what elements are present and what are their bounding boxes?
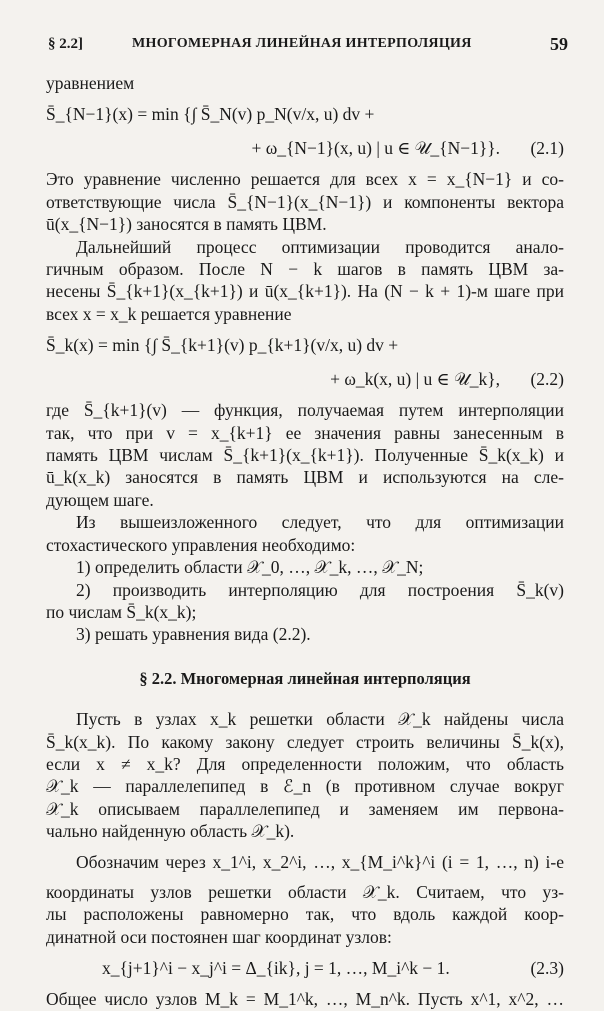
text-line: чально найденную область 𝒳_k). <box>46 821 295 842</box>
text-line: дующем шаге. <box>46 489 154 510</box>
equation-2-2-line-1 <box>46 331 564 359</box>
equation-text: + ω_k(x, u) | u ∈ 𝒰_k}, <box>330 369 500 390</box>
equation-2-3 <box>46 954 564 982</box>
list-item: 1) определить области 𝒳_0, …, 𝒳_k, …, 𝒳_N; <box>76 557 424 578</box>
text-line: Общее число узлов M_k = M_1^k, …, M_n^k. Пусть x^1, x^2, … <box>46 989 564 1010</box>
equation-number: (2.2) <box>530 369 564 390</box>
equation-2-2-line-2 <box>46 365 564 393</box>
page-number: 59 <box>550 34 568 54</box>
equation-number: (2.3) <box>530 958 564 979</box>
text-line: Обозначим через x_1^i, x_2^i, …, x_{M_i^k}^i (i = 1, …, n) i-е <box>76 851 564 872</box>
equation-number: (2.1) <box>530 138 564 159</box>
text-line: всех x = x_k решается уравнение <box>46 303 292 324</box>
text-line: координаты узлов решетки области 𝒳_k. Считаем, что уз- <box>46 881 564 902</box>
text-line: лы расположены равномерно так, что вдоль каждой коор- <box>46 904 564 925</box>
page-body <box>46 72 564 1011</box>
text-line: ответствующие числа S̄_{N−1}(x_{N−1}) и компоненты вектора <box>46 191 564 212</box>
text-line: Дальнейший процесс оптимизации проводится анало- <box>76 236 564 257</box>
equation-2-1-line-1 <box>46 100 564 128</box>
text-line: ū(x_{N−1}) заносятся в память ЦВМ. <box>46 214 327 235</box>
equation-text: + ω_{N−1}(x, u) | u ∈ 𝒰_{N−1}}. <box>251 138 500 159</box>
text-line: Это уравнение численно решается для всех x = x_{N−1} и со- <box>46 169 564 190</box>
equation-text: S̄_{N−1}(x) = min {∫ S̄_N(v) p_N(v/x, u) dv + <box>46 104 375 125</box>
text-line: 𝒳_k описываем параллелепипед и заменяем им первона- <box>46 798 564 819</box>
text-line: несены S̄_{k+1}(x_{k+1}) и ū(x_{k+1}). На (N − k + 1)-м шаге при <box>46 281 564 302</box>
text-line: S̄_k(x_k). По какому закону следует строить величины S̄_k(x), <box>46 731 564 752</box>
text-line: гичным образом. После N − k шагов в память ЦВМ за- <box>46 259 564 280</box>
text-line: если x ≠ x_k? Для определенности положим, что область <box>46 753 564 774</box>
text-line: по числам S̄_k(x_k); <box>46 601 197 622</box>
equation-2-1-line-2 <box>46 134 564 162</box>
running-head-title: МНОГОМЕРНАЯ ЛИНЕЙНАЯ ИНТЕРПОЛЯЦИЯ <box>132 36 472 51</box>
text-line: где S̄_{k+1}(v) — функция, получаемая путем интерполяции <box>46 400 564 421</box>
text-line: так, что при v = x_{k+1} ее значения равны занесенным в <box>46 422 564 443</box>
equation-text: x_{j+1}^i − x_j^i = Δ_{ik}, j = 1, …, M_i^k − 1. <box>102 958 450 979</box>
text-line: динатной оси постоянен шаг координат узлов: <box>46 926 392 947</box>
equation-text: S̄_k(x) = min {∫ S̄_{k+1}(v) p_{k+1}(v/x, u) dv + <box>46 335 399 356</box>
section-heading: § 2.2. Многомерная линейная интерполяция <box>139 668 471 688</box>
list-item: 3) решать уравнения вида (2.2). <box>76 624 311 645</box>
running-head-section: § 2.2] <box>48 36 83 52</box>
text-line: 𝒳_k — параллелепипед в ℰ_n (в противном случае вокруг <box>46 776 564 797</box>
text-line: уравнением <box>46 73 135 93</box>
text-line: ū_k(x_k) заносятся в память ЦВМ и используются на сле- <box>46 467 564 488</box>
text-line: Пусть в узлах x_k решетки области 𝒳_k найдены числа <box>76 709 564 730</box>
text-line: стохастического управления необходимо: <box>46 534 356 555</box>
text-line: память ЦВМ числам S̄_{k+1}(x_{k+1}). Полученные S̄_k(x_k) и <box>46 445 564 466</box>
list-item: 2) производить интерполяцию для построения S̄_k(v) <box>76 579 564 600</box>
text-line: Из вышеизложенного следует, что для оптимизации <box>76 512 564 533</box>
